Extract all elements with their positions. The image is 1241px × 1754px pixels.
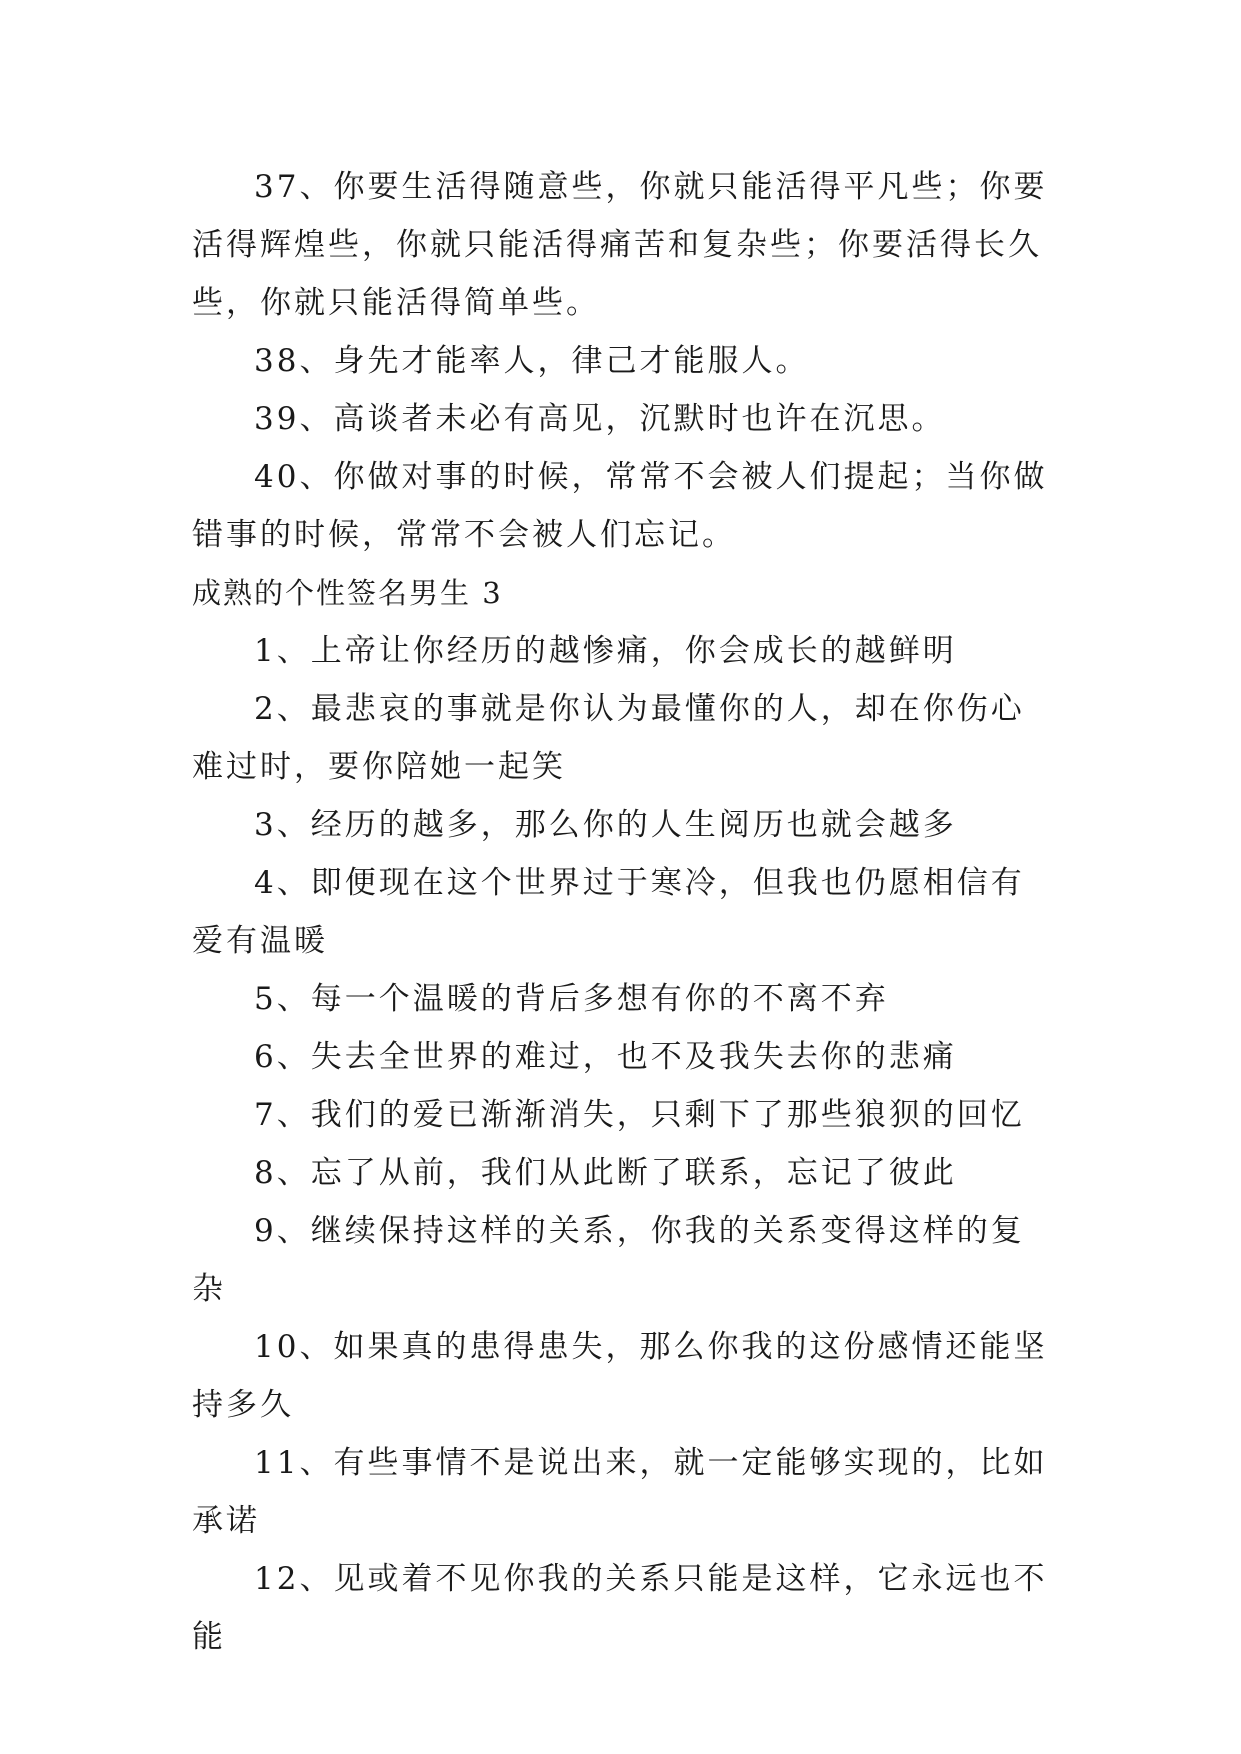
paragraph-9: 9、继续保持这样的关系，你我的关系变得这样的复杂 [192,1213,1025,1307]
paragraph-2: 2、最悲哀的事就是你认为最懂你的人，却在你伤心难过时，要你陪她一起笑 [192,691,1025,785]
paragraph-5: 5、每一个温暖的背后多想有你的不离不弃 [254,981,889,1017]
paragraph-40: 40、你做对事的时候，常常不会被人们提起；当你做错事的时候，常常不会被人们忘记。 [192,459,1048,553]
paragraph-11: 11、有些事情不是说出来，就一定能够实现的，比如承诺 [192,1445,1048,1539]
paragraph-3: 3、经历的越多，那么你的人生阅历也就会越多 [254,807,957,843]
paragraph-8: 8、忘了从前，我们从此断了联系，忘记了彼此 [254,1155,957,1191]
paragraph-12: 12、见或着不见你我的关系只能是这样，它永远也不能 [192,1561,1048,1655]
paragraph-4: 4、即便现在这个世界过于寒冷，但我也仍愿相信有爱有温暖 [192,865,1025,959]
paragraph-7: 7、我们的爱已渐渐消失，只剩下了那些狼狈的回忆 [254,1097,1025,1133]
document-page [192,158,1052,1666]
paragraph-39: 39、高谈者未必有高见，沉默时也许在沉思。 [254,401,946,437]
paragraph-37: 37、你要生活得随意些，你就只能活得平凡些；你要活得辉煌些，你就只能活得痛苦和复杂些；你要活得长久些，你就只能活得简单些。 [192,169,1048,321]
paragraph-1: 1、上帝让你经历的越惨痛，你会成长的越鲜明 [254,633,957,669]
paragraph-6: 6、失去全世界的难过，也不及我失去你的悲痛 [254,1039,957,1075]
paragraph-38: 38、身先才能率人，律己才能服人。 [254,343,810,379]
section-heading: 成熟的个性签名男生 3 [192,576,503,610]
paragraph-10: 10、如果真的患得患失，那么你我的这份感情还能坚持多久 [192,1329,1048,1423]
